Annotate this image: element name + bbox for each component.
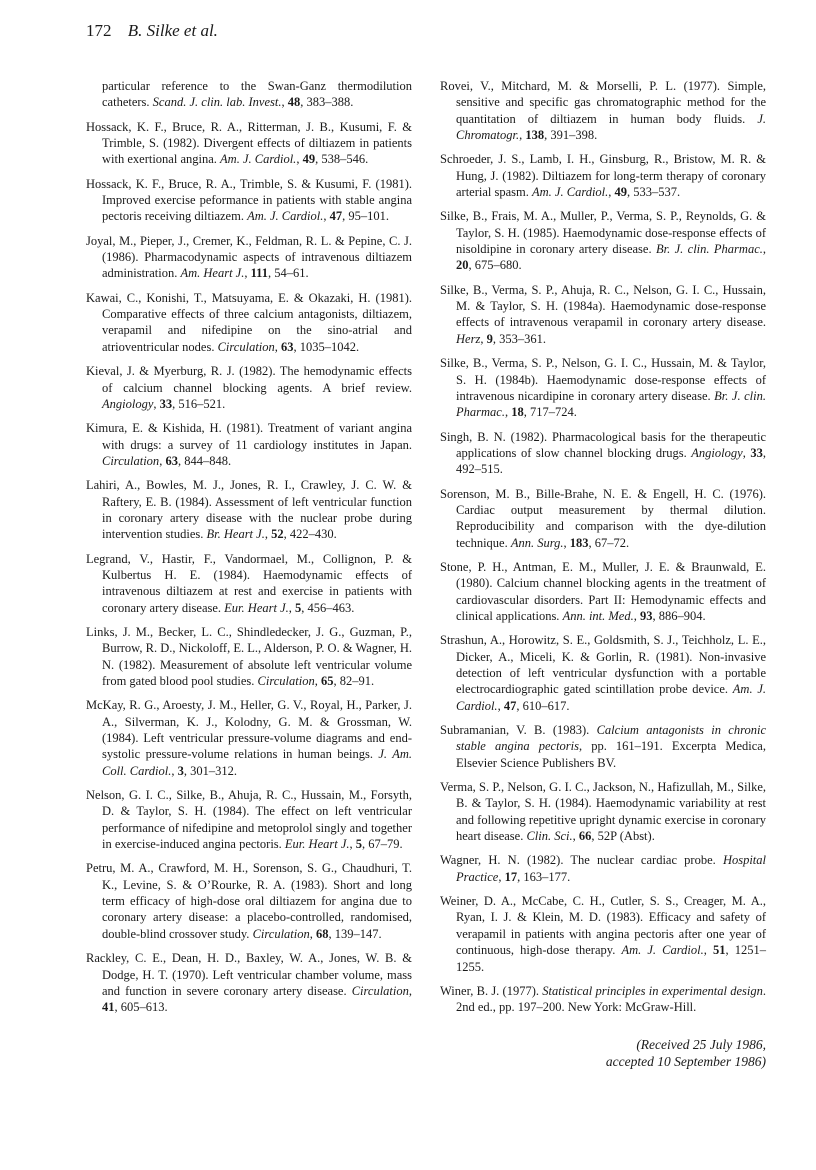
reference-text: ,: [153, 396, 160, 411]
reference-journal: Clin. Sci.: [526, 829, 573, 844]
reference-entry: [440, 722, 766, 771]
reference-journal: Am. J. Cardiol.: [456, 682, 766, 713]
reference-journal: Am. Heart J.: [180, 266, 245, 281]
reference-entry: [440, 559, 766, 624]
reference-text: ,: [497, 698, 504, 713]
reference-entry: [86, 176, 412, 225]
reference-column-left: [86, 78, 412, 1024]
reference-text: Silke, B., Verma, S. P., Nelson, G. I. C., Hussain, M. & Taylor, S. H. (1984b). Haemodynamic dose-response effects of intravenous nicardipine in coronary artery disease.: [440, 356, 766, 403]
reference-journal: Calcium antagonists in chronic stable angina pectoris: [456, 723, 767, 754]
reference-text: McKay, R. G., Aroesty, J. M., Heller, G. V., Royal, H., Parker, J. A., Silverman, K. J., Kolodny, G. M. & Grossman, W. (1984). Left ventricular pressure-volume diagrams and end-systolic pressure-volume relations in human beings.: [86, 698, 412, 762]
reference-text: . 2nd ed., pp. 197–200. New York: McGraw-Hill.: [456, 983, 766, 1015]
reference-text: , 844–848.: [177, 453, 232, 468]
reference-text: Strashun, A., Horowitz, S. E., Goldsmith, S. J., Teichholz, L. E., Dicker, A., Miceli, K. & Gorlin, R. (1981). Non-invasive detection of left ventricular dysfunction with a portable electrocardiographic gated scintillation probe device.: [440, 633, 766, 697]
reference-entry: [440, 893, 766, 975]
reference-text: , 95–101.: [342, 209, 389, 224]
reference-entry: [440, 282, 766, 347]
reference-entry: [440, 852, 766, 885]
reference-journal: Am. J. Cardiol.: [532, 185, 609, 200]
reference-volume: 93: [639, 608, 653, 623]
reference-journal: Scand. J. clin. lab. Invest.: [152, 95, 282, 110]
reference-journal: Circulation: [257, 674, 315, 688]
reference-entry: [440, 486, 766, 551]
reference-text: Kieval, J. & Myerburg, R. J. (1982). The hemodynamic effects of calcium channel blocking agents. A brief review.: [86, 364, 412, 395]
reference-volume: 65: [320, 674, 334, 688]
reference-text: , 492–515.: [456, 445, 766, 477]
reference-volume: 33: [750, 445, 763, 460]
reference-journal: Circulation: [351, 983, 409, 998]
reference-text: ,: [762, 242, 766, 257]
reference-text: ,: [309, 926, 316, 941]
reference-text: ,: [480, 331, 487, 346]
reference-text: Kawai, C., Konishi, T., Matsuyama, E. & Okazaki, H. (1981). Comparative effects of three calcium antagonists, diltiazem, verapamil and nifedipine on the sino-atrial and atrioventricular nodes.: [86, 290, 412, 354]
reference-journal: Am. J. Cardiol.: [220, 152, 297, 167]
reference-text: Legrand, V., Hastir, F., Vandormael, M., Collignon, P. & Kulbertus H. E. (1984). Haemodynamic effects of intravenous diltiazem at rest and exercise in patients with coronary artery disease.: [86, 551, 412, 615]
reference-volume: 9: [486, 331, 493, 346]
reference-text: , pp. 161–191. Excerpta Medica, Elsevier Science Publishers BV.: [456, 739, 766, 770]
reference-text: ,: [171, 763, 178, 778]
reference-journal: Ann. Surg.: [510, 535, 564, 550]
reference-text: , 67–72.: [588, 535, 630, 550]
reference-volume: 52: [271, 527, 284, 542]
received-date: [440, 1036, 766, 1070]
reference-text: particular reference to the Swan-Ganz thermodilution catheters.: [102, 79, 412, 110]
reference-journal: Hospital Practice: [456, 853, 766, 884]
reference-volume: 33: [159, 396, 173, 411]
reference-volume: 111: [250, 266, 268, 281]
reference-text: Stone, P. H., Antman, E. M., Muller, J. E. & Braunwald, E. (1980). Calcium channel blocking agents in the treatment of cardiovascular disorders. Part II: Hemodynamic effects and clinical applications.: [440, 559, 766, 623]
reference-text: ,: [572, 829, 579, 844]
reference-entry: [440, 78, 766, 143]
reference-text: , 163–177.: [517, 869, 571, 884]
reference-text: Silke, B., Frais, M. A., Muller, P., Verma, S. P., Reynolds, G. & Taylor, S. H. (1985). Haemodynamic dose-response effects of nisoldipine in coronary artery disease.: [440, 209, 766, 257]
reference-text: Petru, M. A., Crawford, M. H., Sorenson, S. G., Chaudhuri, T. K., Levine, S. & O’Rourke, R. A. (1983). Short and long term efficacy of high-dose oral diltiazem for angina due to coronary artery disease: a placebo-controlled, randomised, double-blind crossover study.: [86, 861, 412, 941]
reference-column-right: [440, 78, 766, 1070]
reference-entry: [86, 420, 412, 469]
reference-journal: Angiology: [691, 445, 743, 460]
reference-entry: [86, 551, 412, 616]
reference-text: , 1035–1042.: [293, 339, 360, 354]
reference-entry: [86, 624, 412, 689]
reference-entry: [440, 632, 766, 714]
reference-entry: [440, 355, 766, 420]
running-head: [86, 16, 766, 46]
reference-journal: J. Chromatogr.: [456, 111, 766, 143]
reference-journal: Br. Heart J.: [206, 527, 265, 542]
reference-text: ,: [563, 535, 570, 550]
reference-volume: 68: [316, 926, 329, 941]
reference-volume: 48: [287, 95, 301, 110]
reference-list-right: [440, 78, 766, 1016]
reference-text: ,: [519, 128, 526, 143]
reference-text: ,: [498, 869, 505, 884]
reference-text: ,: [159, 453, 166, 468]
reference-journal: Circulation: [252, 926, 310, 941]
reference-text: , 717–724.: [523, 405, 577, 420]
reference-journal: Circulation: [217, 339, 275, 354]
reference-text: ,: [244, 266, 251, 281]
reference-text: Schroeder, J. S., Lamb, I. H., Ginsburg, R., Bristow, M. R. & Hung, J. (1982). Diltiazem for long-term therapy of coronary arterial spasm.: [440, 152, 766, 200]
reference-entry: [86, 233, 412, 282]
reference-volume: 20: [456, 258, 469, 273]
received-line: (Received 25 July 1986,: [636, 1036, 766, 1052]
reference-text: Hossack, K. F., Bruce, R. A., Trimble, S. & Kusumi, F. (1981). Improved exercise peformance in patients with stable angina pectoris receiving diltiazem.: [86, 176, 412, 224]
reference-text: , 422–430.: [283, 527, 337, 542]
reference-volume: 47: [329, 209, 343, 224]
reference-text: , 67–79.: [362, 837, 403, 852]
reference-volume: 17: [504, 869, 518, 884]
reference-text: Lahiri, A., Bowles, M. J., Jones, R. I., Crawley, J. C. W. & Raftery, E. B. (1984). Assessment of left ventricular function in coronary artery disease with the nuclear probe during intervention studies.: [86, 478, 412, 542]
reference-entry: [440, 429, 766, 478]
reference-volume: 49: [302, 152, 316, 167]
reference-text: Weiner, D. A., McCabe, C. H., Cutler, S. S., Creager, M. A., Ryan, I. J. & Klein, M. D. (1983). Efficacy and safety of verapamil in patients with angina pectoris after one year of continuous, high-dose therapy.: [440, 894, 766, 958]
reference-text: , 353–361.: [492, 331, 546, 346]
reference-volume: 5: [295, 600, 302, 615]
reference-text: Verma, S. P., Nelson, G. I. C., Jackson, N., Hafizullah, M., Silke, B. & Taylor, S. H. (1984). Haemodynamic variability at rest and following repetitive upright dynamic exercise in coronary heart disease.: [440, 780, 766, 844]
reference-journal: Ann. int. Med.: [562, 608, 634, 623]
reference-text: Rovei, V., Mitchard, M. & Morselli, P. L. (1977). Simple, sensitive and specific gas chromatographic method for the quantitation of diltiazem in human body fluids.: [440, 79, 766, 126]
reference-text: ,: [274, 339, 282, 354]
reference-journal: Eur. Heart J.: [284, 837, 350, 852]
reference-volume: 49: [614, 185, 628, 200]
page-number: 172: [86, 21, 112, 40]
reference-journal: Statistical principles in experimental design: [542, 983, 763, 998]
reference-text: ,: [408, 983, 412, 998]
reference-text: Wagner, H. N. (1982). The nuclear cardiac probe.: [440, 853, 723, 868]
reference-entry: [440, 151, 766, 200]
reference-text: Winer, B. J. (1977).: [440, 983, 543, 998]
reference-volume: 41: [102, 1000, 115, 1015]
reference-text: Kimura, E. & Kishida, H. (1981). Treatment of variant angina with drugs: a survey of 11 cardiology institutes in Japan.: [86, 421, 412, 452]
reference-entry: [86, 363, 412, 412]
reference-text: ,: [608, 185, 615, 200]
reference-volume: 63: [165, 453, 178, 468]
reference-text: Joyal, M., Pieper, J., Cremer, K., Feldman, R. L. & Pepine, C. J. (1986). Pharmacodynamic aspects of intravenous diltiazem administration.: [86, 233, 412, 281]
reference-text: , 301–312.: [183, 763, 237, 778]
reference-text: , 383–388.: [300, 95, 354, 110]
reference-text: ,: [264, 527, 272, 542]
reference-entry: [440, 208, 766, 273]
reference-text: Hossack, K. F., Bruce, R. A., Ritterman, J. B., Kusumi, F. & Trimble, S. (1982). Divergent effects of diltiazem in patients with exertional angina.: [86, 119, 412, 167]
reference-text: ,: [633, 608, 640, 623]
reference-text: Subramanian, V. B. (1983).: [440, 723, 597, 738]
reference-text: Nelson, G. I. C., Silke, B., Ahuja, R. C., Hussain, M., Forsyth, D. & Taylor, S. H. (1984). The effect on left ventricular performance of nifedipine and metoprolol singly and together in exercise-induced angina pectoris.: [86, 788, 412, 852]
reference-text: , 139–147.: [328, 926, 382, 941]
reference-volume: 51: [713, 943, 726, 958]
reference-text: , 605–613.: [114, 1000, 168, 1015]
reference-entry: [86, 787, 412, 852]
reference-journal: Angiology: [102, 396, 154, 411]
reference-entry: [440, 779, 766, 844]
reference-volume: 3: [177, 763, 184, 778]
reference-journal: Circulation: [102, 453, 160, 468]
reference-text: ,: [742, 445, 751, 460]
reference-text: , 886–904.: [652, 608, 706, 623]
reference-journal: Br. J. clin. Pharmac.: [655, 242, 763, 257]
reference-journal: Br. J. clin. Pharmac.: [456, 388, 766, 420]
reference-entry: [440, 983, 766, 1016]
reference-text: Rackley, C. E., Dean, H. D., Baxley, W. A., Jones, W. B. & Dodge, H. T. (1970). Left ventricular chamber volume, mass and function in severe coronary artery disease.: [86, 951, 412, 998]
accepted-line: accepted 10 September 1986): [605, 1053, 766, 1069]
reference-text: , 610–617.: [516, 698, 570, 713]
reference-text: , 391–398.: [544, 128, 598, 143]
reference-volume: 66: [578, 829, 592, 844]
reference-volume: 18: [511, 405, 524, 420]
reference-entry: [86, 477, 412, 542]
reference-text: Sorenson, M. B., Bille-Brahe, N. E. & Engell, H. C. (1976). Cardiac output measurement by thermal dilution. Reproducibility and comparison with the dye-dilution technique.: [440, 486, 766, 550]
reference-text: , 533–537.: [627, 185, 681, 200]
reference-entry: [86, 697, 412, 779]
reference-text: ,: [288, 600, 295, 615]
reference-text: ,: [314, 674, 321, 688]
reference-entry: [86, 860, 412, 942]
reference-text: , 675–680.: [468, 258, 522, 273]
reference-text: ,: [281, 95, 288, 110]
reference-text: , 516–521.: [172, 396, 226, 411]
reference-journal: Herz: [456, 331, 481, 346]
reference-journal: Am. J. Cardiol.: [247, 209, 324, 224]
reference-text: ,: [504, 405, 512, 420]
reference-journal: Eur. Heart J.: [224, 600, 289, 615]
reference-journal: Am. J. Cardiol.: [621, 943, 704, 958]
reference-text: , 82–91.: [333, 674, 375, 688]
reference-volume: 183: [569, 535, 589, 550]
reference-text: ,: [323, 209, 330, 224]
reference-text: Singh, B. N. (1982). Pharmacological basis for the therapeutic applications of slow channel blocking drugs.: [440, 429, 766, 460]
reference-volume: 138: [525, 128, 545, 143]
reference-text: ,: [296, 152, 303, 167]
reference-journal: J. Am. Coll. Cardiol.: [102, 747, 412, 778]
reference-volume: 63: [281, 339, 294, 354]
reference-text: , 52P (Abst).: [591, 829, 655, 844]
reference-entry: [86, 290, 412, 355]
reference-text: Silke, B., Verma, S. P., Ahuja, R. C., Nelson, G. I. C., Hussain, M. & Taylor, S. H. (1984a). Haemodynamic dose-response effects of intravenous verapamil in coronary artery disease.: [440, 282, 766, 330]
reference-text: , 538–546.: [315, 152, 369, 167]
reference-text: , 54–61.: [267, 266, 309, 281]
reference-text: ,: [703, 943, 714, 958]
reference-entry: [86, 119, 412, 168]
reference-text: , 1251–1255.: [456, 943, 767, 974]
reference-text: , 456–463.: [301, 600, 355, 615]
reference-volume: 5: [355, 837, 362, 852]
reference-entry: [86, 950, 412, 1015]
reference-text: Links, J. M., Becker, L. C., Shindledecker, J. G., Guzman, P., Burrow, R. D., Nickoloff, E. L., Alderson, P. O. & Wagner, H. N. (1982). Measurement of absolute left ventricular volume from gated blood pool studies.: [86, 624, 412, 688]
reference-volume: 47: [503, 698, 517, 713]
running-head-authors: B. Silke et al.: [127, 21, 218, 40]
reference-text: ,: [349, 837, 356, 852]
reference-entry: [86, 78, 412, 111]
